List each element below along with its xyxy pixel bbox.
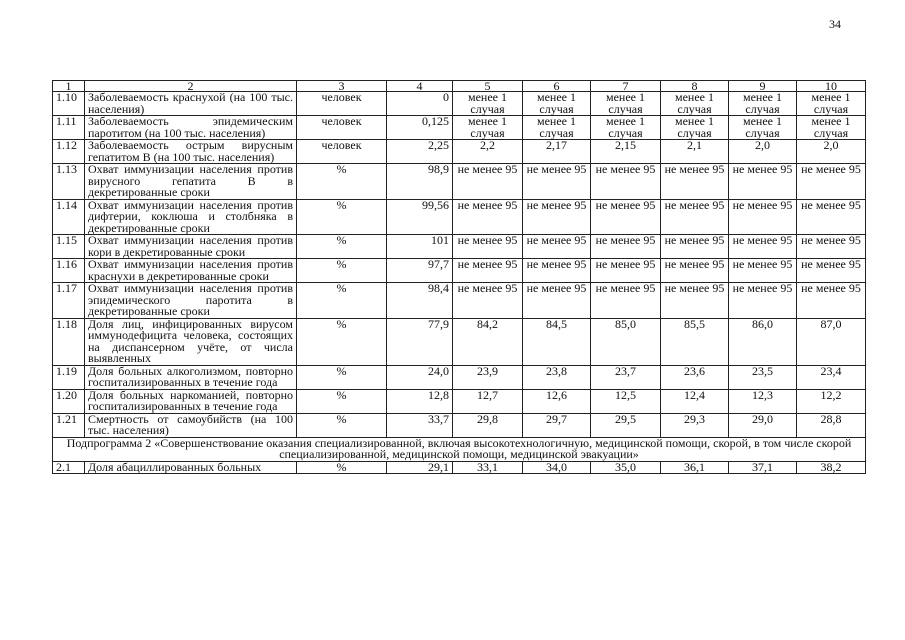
unit-cell: % — [297, 413, 387, 437]
target-value: менее 1 случая — [729, 116, 797, 140]
target-value: 86,0 — [729, 318, 797, 365]
unit-cell: человек — [297, 140, 387, 164]
indicator-name: Охват иммунизации населения против вирусного гепатита В в декретированные сроки — [85, 164, 297, 200]
base-value: 33,7 — [387, 413, 453, 437]
target-value: 29,7 — [523, 413, 591, 437]
indicator-name: Заболеваемость краснухой (на 100 тыс. населения) — [85, 92, 297, 116]
target-value: 23,7 — [591, 365, 661, 389]
target-value: не менее 95 — [797, 235, 866, 259]
indicator-name: Охват иммунизации населения против краснухи в декретированные сроки — [85, 259, 297, 283]
row-number: 1.10 — [53, 92, 85, 116]
target-value: не менее 95 — [729, 259, 797, 283]
target-value: менее 1 случая — [523, 116, 591, 140]
base-value: 97,7 — [387, 259, 453, 283]
target-value: 34,0 — [523, 461, 591, 474]
target-value: 28,8 — [797, 413, 866, 437]
unit-cell: % — [297, 318, 387, 365]
base-value: 0 — [387, 92, 453, 116]
target-value: 23,6 — [661, 365, 729, 389]
target-value: не менее 95 — [661, 199, 729, 235]
target-value: не менее 95 — [523, 235, 591, 259]
unit-cell: % — [297, 235, 387, 259]
target-value: менее 1 случая — [591, 92, 661, 116]
target-value: не менее 95 — [453, 259, 523, 283]
target-value: не менее 95 — [661, 259, 729, 283]
page-number: 34 — [829, 17, 841, 31]
header-cell: 5 — [453, 81, 523, 92]
target-value: не менее 95 — [591, 199, 661, 235]
target-value: менее 1 случая — [523, 92, 591, 116]
target-value: 2,0 — [729, 140, 797, 164]
target-value: не менее 95 — [661, 164, 729, 200]
indicator-name: Охват иммунизации населения против эпидемического паротита в декретированные сроки — [85, 283, 297, 319]
indicator-name: Охват иммунизации населения против дифтерии, коклюша и столбняка в декретированные сроки — [85, 199, 297, 235]
row-number: 2.1 — [53, 461, 85, 474]
indicator-name: Доля больных алкоголизмом, повторно госпитализированных в течение года — [85, 365, 297, 389]
unit-cell: % — [297, 283, 387, 319]
table-row — [53, 365, 866, 389]
header-cell: 6 — [523, 81, 591, 92]
target-value: 29,0 — [729, 413, 797, 437]
target-value: 12,3 — [729, 389, 797, 413]
target-value: 2,1 — [661, 140, 729, 164]
section-row — [53, 437, 866, 461]
target-value: 36,1 — [661, 461, 729, 474]
target-value: 12,4 — [661, 389, 729, 413]
table-row — [53, 164, 866, 200]
table-row — [53, 140, 866, 164]
indicator-name: Смертность от самоубийств (на 100 тыс. населения) — [85, 413, 297, 437]
target-value: не менее 95 — [797, 164, 866, 200]
target-value: 35,0 — [591, 461, 661, 474]
target-value: 23,9 — [453, 365, 523, 389]
target-value: 12,5 — [591, 389, 661, 413]
target-value: не менее 95 — [591, 235, 661, 259]
indicator-name: Заболеваемость острым вирусным гепатитом В (на 100 тыс. населения) — [85, 140, 297, 164]
target-value: не менее 95 — [523, 164, 591, 200]
target-value: менее 1 случая — [453, 116, 523, 140]
target-value: 37,1 — [729, 461, 797, 474]
base-value: 98,9 — [387, 164, 453, 200]
target-value: 38,2 — [797, 461, 866, 474]
target-value: не менее 95 — [797, 199, 866, 235]
row-number: 1.13 — [53, 164, 85, 200]
table-row — [53, 461, 866, 474]
unit-cell: % — [297, 164, 387, 200]
target-value: не менее 95 — [591, 283, 661, 319]
unit-cell: % — [297, 199, 387, 235]
target-value: не менее 95 — [453, 283, 523, 319]
target-value: 23,5 — [729, 365, 797, 389]
target-value: менее 1 случая — [591, 116, 661, 140]
row-number: 1.12 — [53, 140, 85, 164]
target-value: 2,2 — [453, 140, 523, 164]
unit-cell: % — [297, 389, 387, 413]
indicator-name: Доля абациллированных больных — [85, 461, 297, 474]
target-value: не менее 95 — [523, 199, 591, 235]
target-value: не менее 95 — [661, 283, 729, 319]
base-value: 12,8 — [387, 389, 453, 413]
target-value: 87,0 — [797, 318, 866, 365]
table-row — [53, 235, 866, 259]
target-value: 12,7 — [453, 389, 523, 413]
target-value: 29,3 — [661, 413, 729, 437]
target-value: не менее 95 — [797, 283, 866, 319]
target-value: не менее 95 — [661, 235, 729, 259]
table-row — [53, 318, 866, 365]
table-row — [53, 116, 866, 140]
target-value: 85,5 — [661, 318, 729, 365]
target-value: менее 1 случая — [797, 116, 866, 140]
unit-cell: % — [297, 461, 387, 474]
target-value: 33,1 — [453, 461, 523, 474]
base-value: 29,1 — [387, 461, 453, 474]
target-value: не менее 95 — [591, 259, 661, 283]
target-value: не менее 95 — [729, 199, 797, 235]
header-cell: 3 — [297, 81, 387, 92]
target-value: не менее 95 — [523, 259, 591, 283]
target-value: 84,5 — [523, 318, 591, 365]
table-row — [53, 92, 866, 116]
row-number: 1.20 — [53, 389, 85, 413]
target-value: 12,6 — [523, 389, 591, 413]
header-cell: 7 — [591, 81, 661, 92]
table-row — [53, 389, 866, 413]
unit-cell: % — [297, 259, 387, 283]
header-cell: 9 — [729, 81, 797, 92]
row-number: 1.16 — [53, 259, 85, 283]
base-value: 0,125 — [387, 116, 453, 140]
base-value: 99,56 — [387, 199, 453, 235]
row-number: 1.11 — [53, 116, 85, 140]
table-row — [53, 259, 866, 283]
unit-cell: человек — [297, 116, 387, 140]
target-value: 2,15 — [591, 140, 661, 164]
target-value: не менее 95 — [591, 164, 661, 200]
target-value: 2,17 — [523, 140, 591, 164]
target-value: менее 1 случая — [661, 116, 729, 140]
target-value: 23,8 — [523, 365, 591, 389]
target-value: 12,2 — [797, 389, 866, 413]
target-value: не менее 95 — [729, 235, 797, 259]
target-value: не менее 95 — [729, 283, 797, 319]
header-cell: 10 — [797, 81, 866, 92]
indicators-table — [52, 80, 866, 474]
header-cell: 2 — [85, 81, 297, 92]
base-value: 98,4 — [387, 283, 453, 319]
row-number: 1.18 — [53, 318, 85, 365]
table-row — [53, 413, 866, 437]
target-value: 84,2 — [453, 318, 523, 365]
indicator-name: Заболеваемость эпидемическим паротитом (на 100 тыс. населения) — [85, 116, 297, 140]
target-value: не менее 95 — [797, 259, 866, 283]
row-number: 1.17 — [53, 283, 85, 319]
target-value: 29,8 — [453, 413, 523, 437]
target-value: 29,5 — [591, 413, 661, 437]
target-value: менее 1 случая — [797, 92, 866, 116]
target-value: 23,4 — [797, 365, 866, 389]
row-number: 1.19 — [53, 365, 85, 389]
target-value: не менее 95 — [729, 164, 797, 200]
table-row — [53, 199, 866, 235]
indicator-name: Доля больных наркоманией, повторно госпитализированных в течение года — [85, 389, 297, 413]
target-value: не менее 95 — [453, 164, 523, 200]
target-value: не менее 95 — [453, 199, 523, 235]
target-value: не менее 95 — [453, 235, 523, 259]
row-number: 1.21 — [53, 413, 85, 437]
target-value: не менее 95 — [523, 283, 591, 319]
target-value: менее 1 случая — [661, 92, 729, 116]
base-value: 77,9 — [387, 318, 453, 365]
unit-cell: % — [297, 365, 387, 389]
target-value: менее 1 случая — [729, 92, 797, 116]
indicator-name: Охват иммунизации населения против кори в декретированные сроки — [85, 235, 297, 259]
target-value: 85,0 — [591, 318, 661, 365]
target-value: 2,0 — [797, 140, 866, 164]
unit-cell: человек — [297, 92, 387, 116]
base-value: 2,25 — [387, 140, 453, 164]
base-value: 24,0 — [387, 365, 453, 389]
indicator-name: Доля лиц, инфицированных вирусом иммунодефицита человека, состоящих на диспансерном учёте, от числа выявленных — [85, 318, 297, 365]
target-value: менее 1 случая — [453, 92, 523, 116]
row-number: 1.14 — [53, 199, 85, 235]
row-number: 1.15 — [53, 235, 85, 259]
header-cell: 4 — [387, 81, 453, 92]
header-cell: 1 — [53, 81, 85, 92]
section-heading: Подпрограмма 2 «Совершенствование оказания специализированной, включая высокотехнологичную, медицинской помощи, скорой, в том числе скорой специализированной, медицинской помощи, медицинской эвакуации» — [53, 437, 866, 461]
header-cell: 8 — [661, 81, 729, 92]
table-row — [53, 283, 866, 319]
base-value: 101 — [387, 235, 453, 259]
